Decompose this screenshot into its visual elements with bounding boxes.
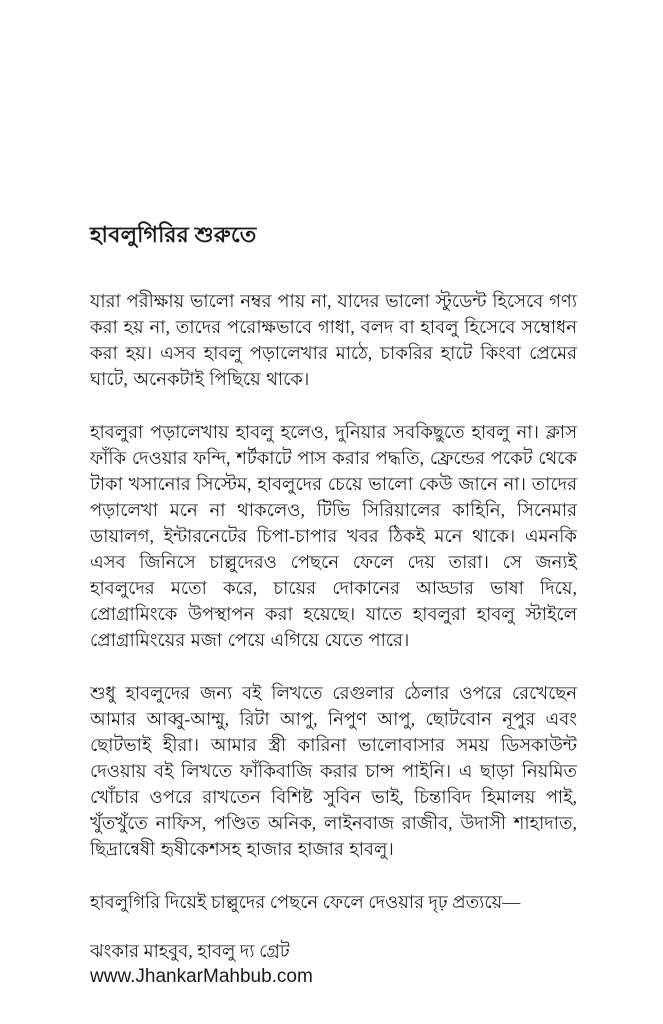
author-name: ঝংকার মাহবুব, হাবলু দ্য গ্রেট xyxy=(90,941,290,961)
paragraph-1: যারা পরীক্ষায় ভালো নম্বর পায় না, যাদের ভালো স্টুডেন্ট হিসেবে গণ্য করা হয় না, তাদের পরোক্ষভাবে গাধা, বলদ বা হাবলু হিসেবে সম্বোধন করা হয়। এসব হাবলু পড়ালেখার মাঠে, চাকরির হাটে কিংবা প্রেমের ঘাটে, অনেকটাই পিছিয়ে থাকে। xyxy=(90,291,577,389)
paragraph-2: হাবলুরা পড়ালেখায় হাবলু হলেও, দুনিয়ার সবকিছুতে হাবলু না। ক্লাস ফাঁকি দেওয়ার ফন্দি, শর্টকাটে পাস করার পদ্ধতি, ফ্রেন্ডের পকেট থেকে টাকা খসানোর সিস্টেম, হাবলুদের চেয়ে ভালো কেউ জানে না। তাদের পড়ালেখা মনে না থাকলেও, টিভি সিরিয়ালের কাহিনি, সিনেমার ডায়ালগ, ইন্টারনেটের চিপা-চাপার খবর ঠিকই মনে থাকে। এমনকি এসব জিনিসে চাল্লুদেরও পেছনে ফেলে দেয় তারা। সে জন্যই হাবলুদের মতো করে, চায়ের দোকানের আড্ডার ভাষা দিয়ে, প্রোগ্রামিংকে উপস্থাপন করা হয়েছে। যাতে হাবলুরা হাবলু স্টাইলে প্রোগ্রামিংয়ের মজা পেয়ে এগিয়ে যেতে পারে। xyxy=(90,422,577,650)
paragraph-3: শুধু হাবলুদের জন্য বই লিখতে রেগুলার ঠেলার ওপরে রেখেছেন আমার আব্বু-আম্মু, রিটা আপু, নিপুণ আপু, ছোটবোন নূপুর এবং ছোটভাই হীরা। আমার স্ত্রী কারিনা ভালোবাসার সময় ডিসকাউন্ট দেওয়ায় বই লিখতে ফাঁকিবাজি করার চান্স পাইনি। এ ছাড়া নিয়মিত খোঁচার ওপরে রাখতেন বিশিষ্ট সুবিন ভাই, চিন্তাবিদ হিমালয় পাই, খুঁতখুঁতে নাফিস, পণ্ডিত অনিক, লাইনবাজ রাজীব, উদাসী শাহাদাত, ছিদ্রান্বেষী হৃষীকেশসহ হাজার হাজার হাবলু। xyxy=(90,683,577,859)
dedication-line: হাবলুগিরি দিয়েই চাল্লুদের পেছনে ফেলে দেওয়ার দৃঢ় প্রত্যয়ে— xyxy=(90,892,521,912)
signature-block xyxy=(90,939,577,989)
page-title: হাবলুগিরির শুরুতে xyxy=(90,222,257,247)
page-content xyxy=(90,220,577,989)
website-url: www.JhankarMahbub.com xyxy=(90,966,313,987)
